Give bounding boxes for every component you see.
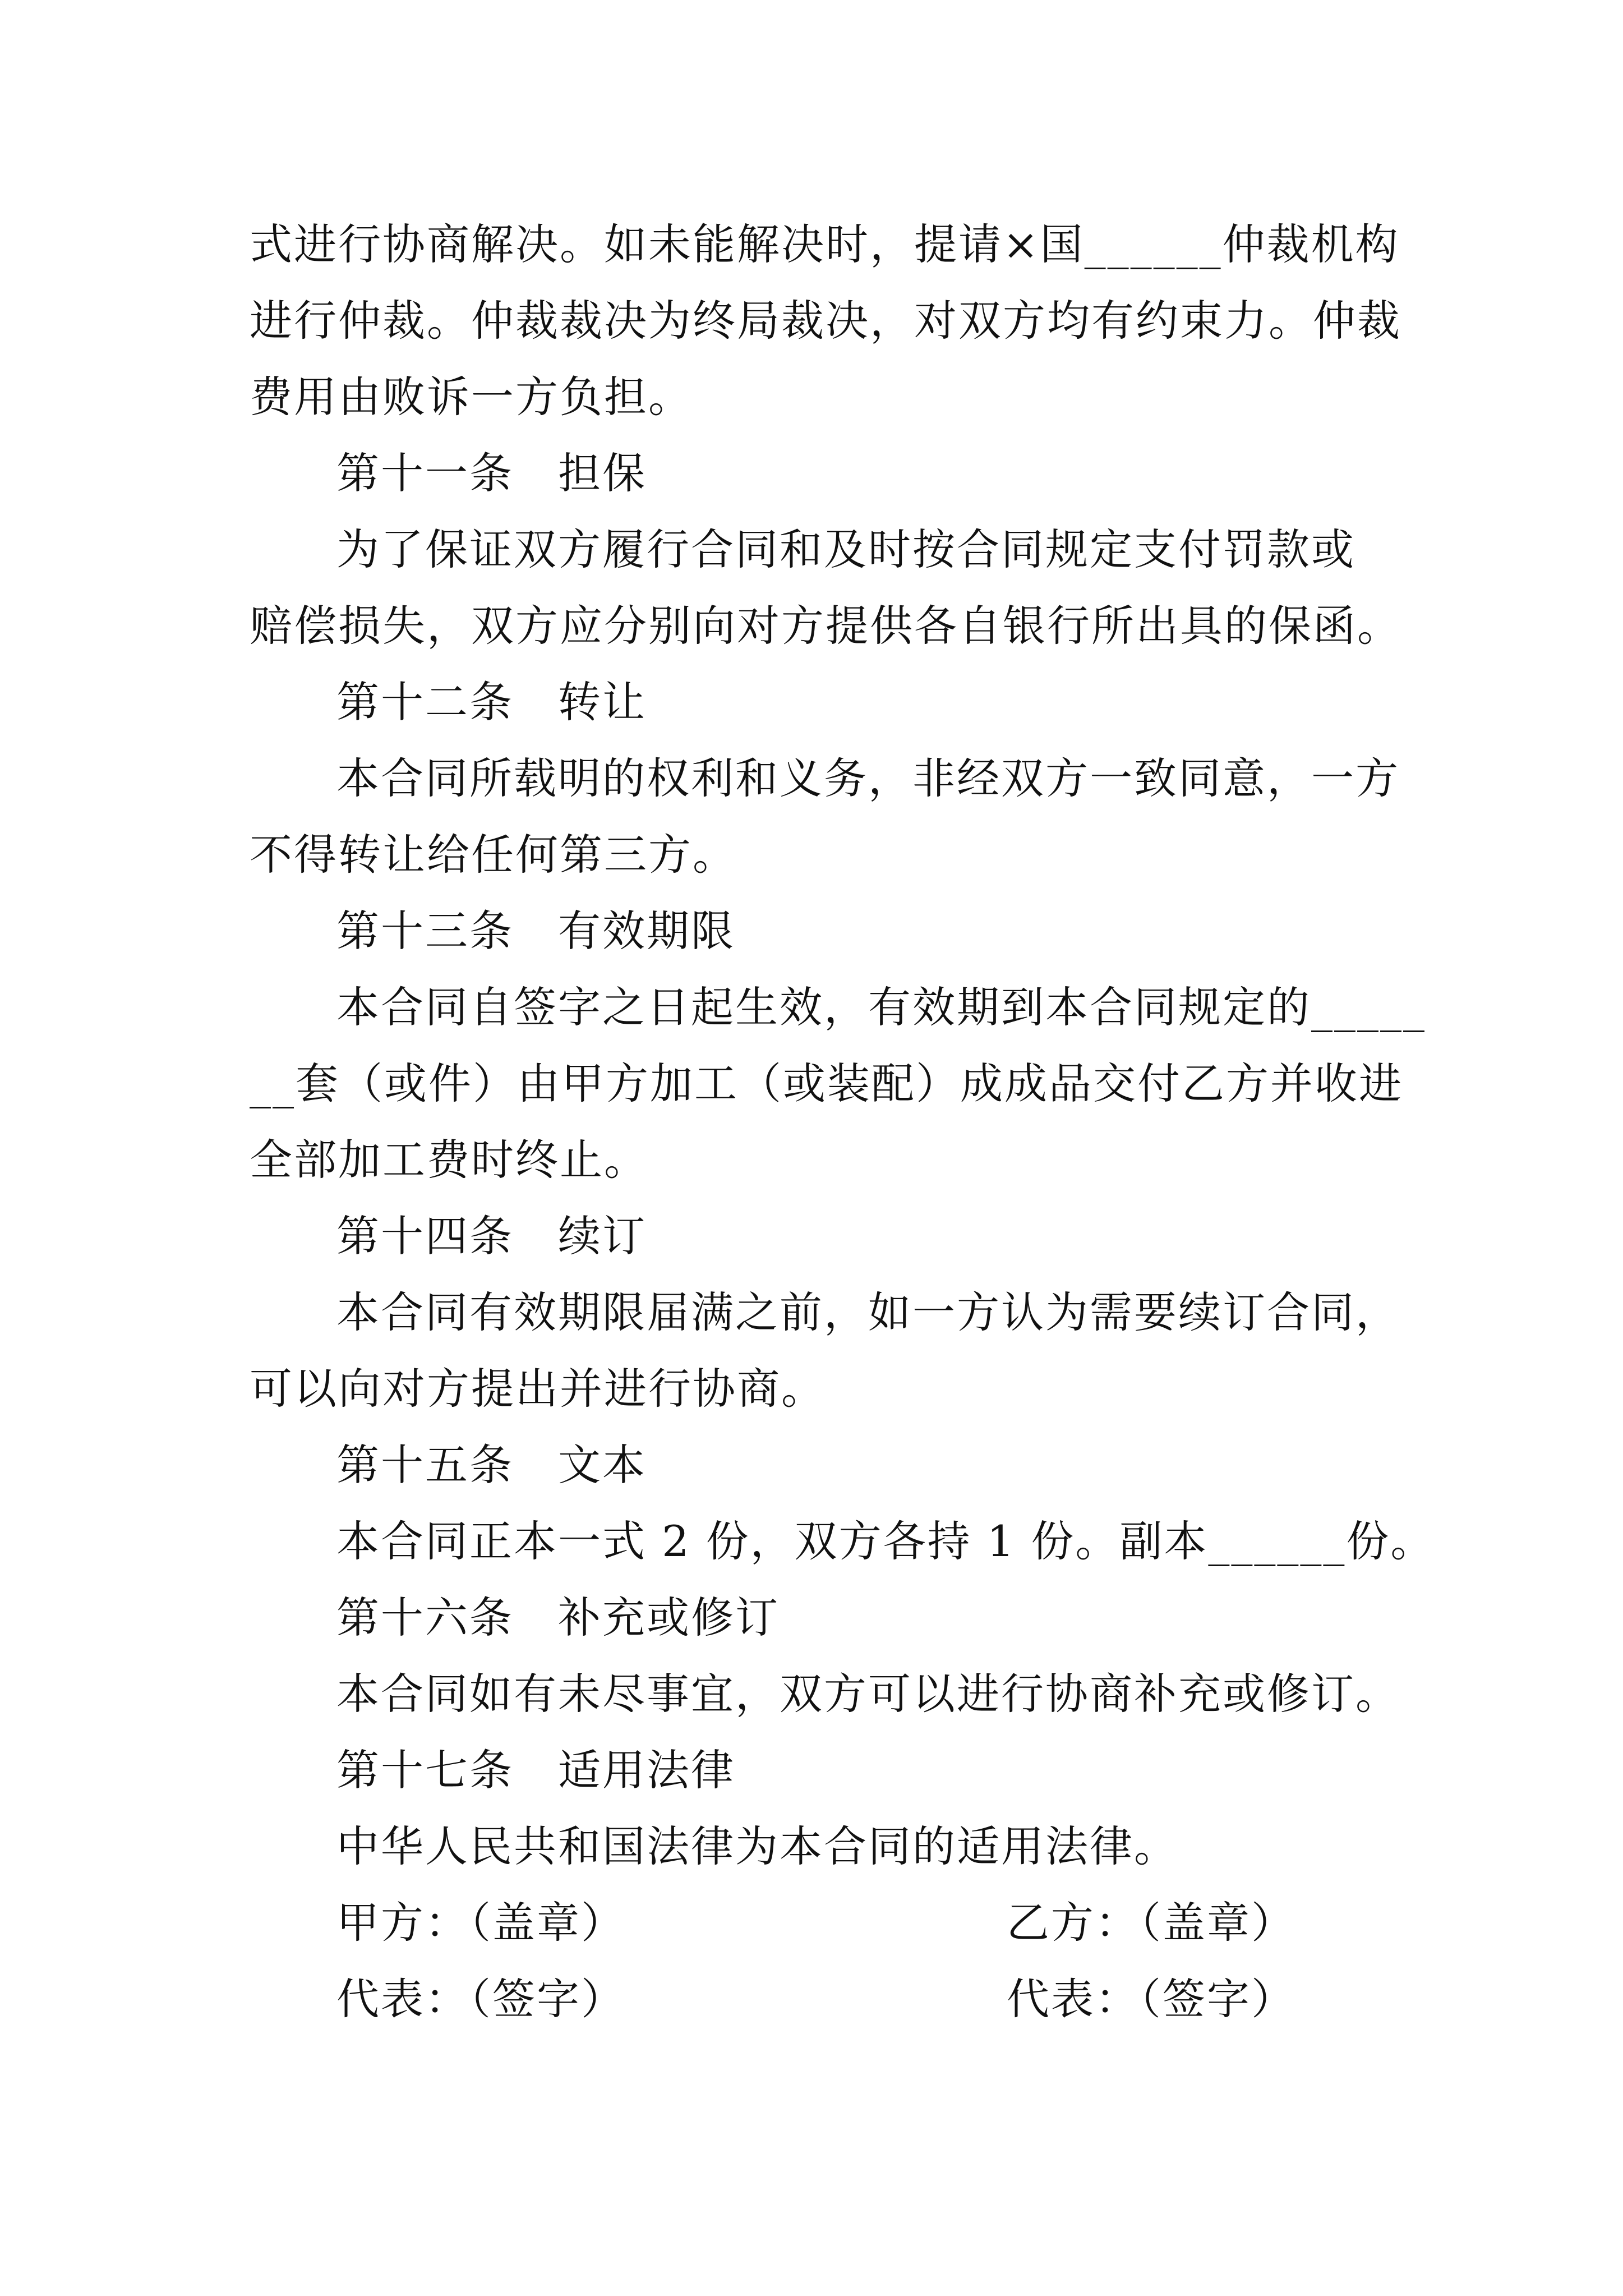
party-b-seal: 乙方：（盖章） [1007, 1898, 1295, 1948]
article-heading: 第十六条 补充或修订 [336, 1593, 780, 1642]
body-line: 进行仲裁。仲裁裁决为终局裁决，对双方均有约束力。仲裁 [250, 296, 1401, 346]
body-line: 本合同如有未尽事宜，双方可以进行协商补充或修订。 [336, 1669, 1400, 1719]
article-heading: 第十五条 文本 [336, 1440, 647, 1490]
article-heading: 第十二条 转让 [336, 677, 647, 727]
body-line: 赔偿损失，双方应分别向对方提供各自银行所出具的保函。 [250, 601, 1401, 651]
body-line: 费用由败诉一方负担。 [250, 372, 693, 422]
party-a-representative: 代表：（签字） [336, 1974, 625, 2024]
body-line: 为了保证双方履行合同和及时按合同规定支付罚款或 [336, 524, 1355, 574]
body-line: 式进行协商解决。如未能解决时，提请×国______仲裁机构 [250, 219, 1400, 269]
body-line: 本合同所载明的权利和义务，非经双方一致同意，一方 [336, 753, 1400, 803]
article-heading: 第十四条 续订 [336, 1211, 647, 1261]
article-heading: 第十一条 担保 [336, 448, 647, 498]
article-heading: 第十三条 有效期限 [336, 906, 735, 956]
article-heading: 第十七条 适用法律 [336, 1745, 735, 1795]
party-a-seal: 甲方：（盖章） [336, 1898, 625, 1948]
body-line: 本合同正本一式 2 份，双方各持 1 份。副本______份。 [336, 1516, 1435, 1566]
body-line: 不得转让给任何第三方。 [250, 830, 737, 880]
body-line: 本合同有效期限届满之前，如一方认为需要续订合同， [336, 1287, 1400, 1337]
body-line: 全部加工费时终止。 [250, 1135, 648, 1185]
body-line: 可以向对方提出并进行协商。 [250, 1364, 826, 1414]
party-b-representative: 代表：（签字） [1007, 1974, 1295, 2024]
body-line: 本合同自签字之日起生效，有效期到本合同规定的_____ [336, 982, 1426, 1032]
body-line: 中华人民共和国法律为本合同的适用法律。 [336, 1821, 1178, 1871]
body-line: __套（或件）由甲方加工（或装配）成成品交付乙方并收进 [250, 1059, 1403, 1108]
